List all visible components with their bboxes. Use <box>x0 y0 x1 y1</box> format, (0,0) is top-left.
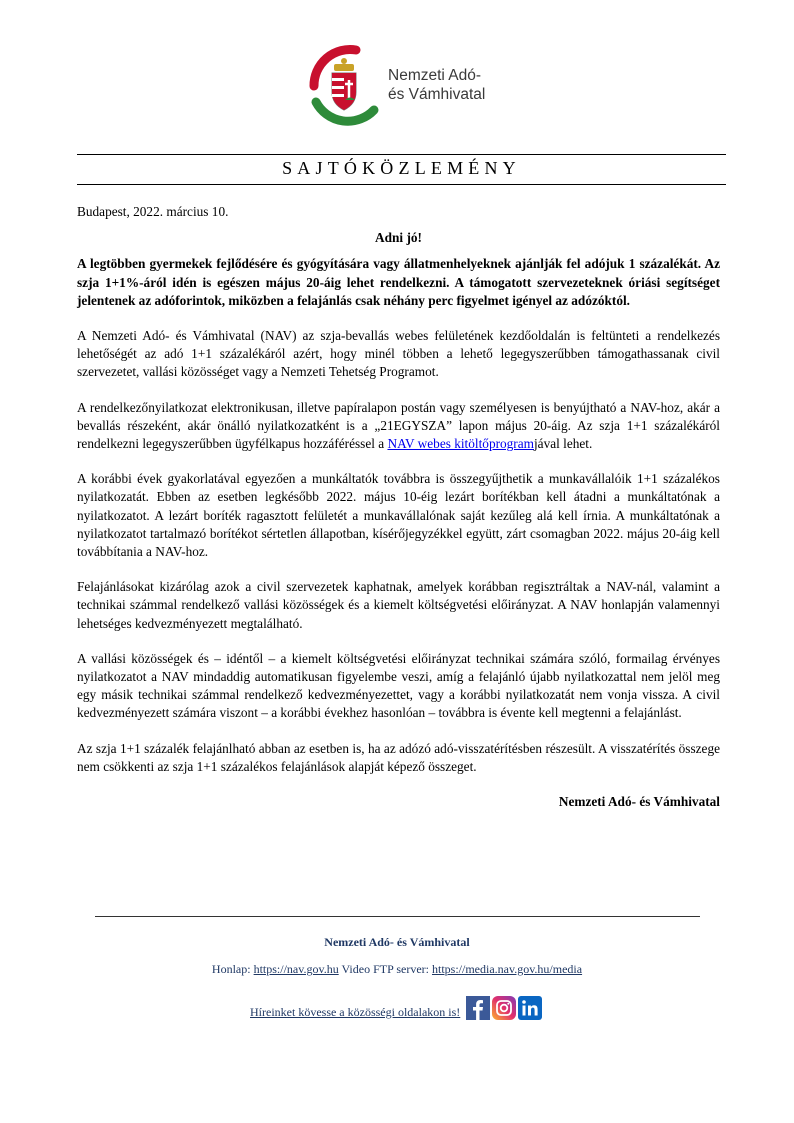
release-date: Budapest, 2022. március 10. <box>77 204 229 219</box>
homepage-label: Honlap: <box>211 962 254 976</box>
logo-line-2: és Vámhivatal <box>388 86 486 103</box>
linkedin-icon[interactable] <box>518 996 542 1020</box>
paragraph-4: Felajánlásokat kizárólag azok a civil szervezetek kaphatnak, amelyek korábban regisztráltak a NAV-nál, valamint a technikai számmal rendelkező vallási közösségek és a kiemelt költségvetési előirányzat. A NAV honlapján valamennyi lehetséges kedvezményezett megtalálható. <box>77 579 720 631</box>
paragraph-5: A vallási közösségek és – idéntől – a kiemelt költségvetési előirányzat technikai számára szóló, formailag érvényes nyilatkozatot a NAV mindaddig automatikusan figyelembe veszi, amíg a felajánló újabb nyilatkozattal nem jelöl meg egy másik technikai számmal rendelkező kedvezményezettet, vagy a korábbi nyilatkozatát nem vonja vissza. A civil kedvezményezett számára viszont – a korábbi évekhez hasonlóan – továbbra is évente kell megtenni a felajánlást. <box>77 650 720 721</box>
footer-links <box>0 962 794 977</box>
press-release-body <box>77 203 720 811</box>
paragraph-1: A Nemzeti Adó- és Vámhivatal (NAV) az szja-bevallás webes felületének kezdőoldalán is feltünteti a rendelkezés lehetőségét az adó 1+1 százalékáról azért, hogy minél többen a lehető legegyszerűbben támogathassanak civil szervezetet, vallási közösséget vagy a Nemzeti Tehetség Programot. <box>77 328 720 380</box>
homepage-link[interactable]: https://nav.gov.hu <box>253 962 339 976</box>
paragraph-2-text-b: jával lehet. <box>533 436 593 452</box>
logo-text <box>388 66 485 104</box>
instagram-icon[interactable] <box>492 996 516 1020</box>
header-top-rule <box>77 154 726 155</box>
follow-us-link[interactable]: Híreinket kövesse a közösségi oldalakon is! <box>250 1005 461 1019</box>
signature: Nemzeti Adó- és Vámhivatal <box>558 794 720 810</box>
nav-crest-icon <box>308 40 388 140</box>
logo-line-1: Nemzeti Adó- <box>388 67 482 84</box>
release-title: Adni jó! <box>375 230 422 246</box>
lead-paragraph: A legtöbben gyermekek fejlődésére és gyógyítására vagy állatmenhelyeknek ajánlják fel adójuk 1 százalékát. Az szja 1+1%-áról idén is egészen május 20-áig lehet rendelkezni. A támogatott szervezeteknek óriási segítséget jelentenek az adóforintok, miközben a felajánlás csak néhány perc figyelmet igényel az adózóktól. <box>77 256 720 308</box>
footer-org-name: Nemzeti Adó- és Vámhivatal <box>324 935 470 949</box>
paragraph-6: Az szja 1+1 százalék felajánlható abban az esetben is, ha az adózó adó-visszatérítésben részesült. A visszatérítés összege nem csökkenti az szja 1+1 százalékos felajánlások alapját képező összeget. <box>77 740 720 774</box>
footer-rule <box>95 916 700 917</box>
page-headline: SAJTÓKÖZLEMÉNY <box>282 158 521 178</box>
facebook-icon[interactable] <box>466 996 490 1020</box>
nav-logo <box>308 40 528 140</box>
paragraph-2 <box>77 399 720 454</box>
social-row <box>250 994 542 1020</box>
ftp-label: Video FTP server: <box>338 962 432 976</box>
paragraph-3: A korábbi évek gyakorlatával egyezően a munkáltatók továbbra is összegyűjthetik a munkavállalóik 1+1 százalékos nyilatkozatát. Ebben az esetben legkésőbb 2022. május 10-éig lezárt borítékban kell átadni a munkáltatónak a nyilatkozatot. A lezárt boríték ragasztott felületét a munkavállalónak saját kezűleg alá kell írnia. A munkáltatónak a nyilatkozatot tartalmazó borítékot sértetlen állapotban, kísérőjegyzékkel együtt, zárt csomagban 2022. május 20-áig kell továbbítania a NAV-hoz. <box>77 471 720 560</box>
header-bottom-rule <box>77 184 726 185</box>
paragraph-2-text-a: A rendelkezőnyilatkozat elektronikusan, illetve papíralapon postán vagy személyesen is benyújtható a NAV-hoz, akár a bevallás részeként, akár önálló nyilatkozatként is a „21EGYSZA” lapon május 20-áig. Az szja 1+1 százalékáról rendelkezni legegyszerűbben ügyfélkapus hozzáféréssel a <box>77 399 720 452</box>
ftp-link[interactable]: https://media.nav.gov.hu/media <box>431 962 583 976</box>
nav-webes-kitolto-link[interactable]: NAV webes kitöltőprogram <box>387 436 534 452</box>
